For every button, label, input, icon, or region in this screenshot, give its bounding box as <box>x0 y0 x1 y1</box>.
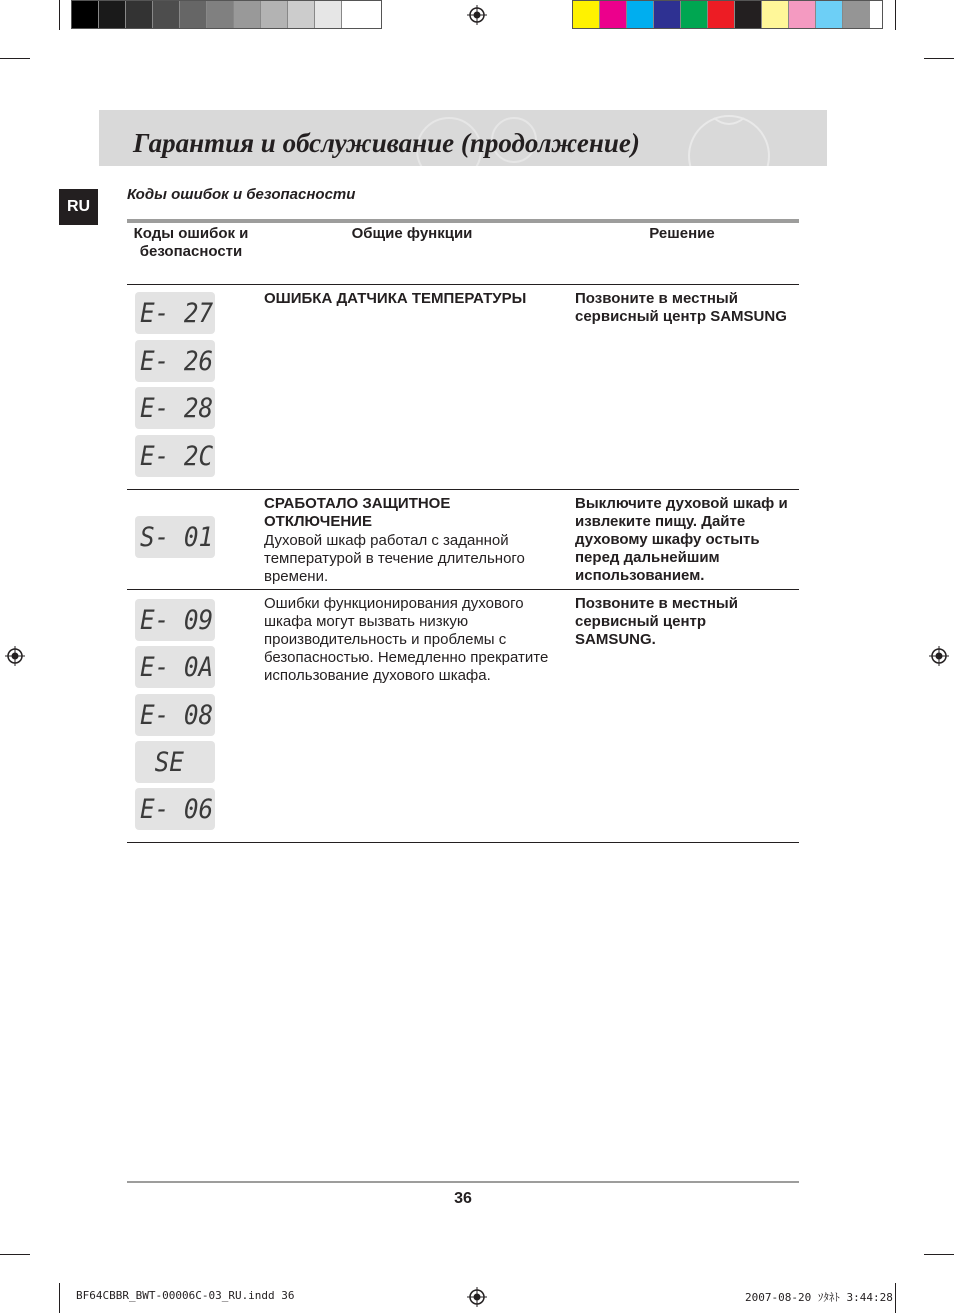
crop-mark <box>895 0 896 30</box>
registration-mark-icon <box>929 646 949 666</box>
solution-text: Выключите духовой шкаф и извлеките пищу. Дайте духовому шкафу остыть перед дальнейшим использованием. <box>575 495 788 584</box>
color-swatch <box>99 1 126 28</box>
page-header <box>99 110 827 166</box>
error-code-display <box>135 516 215 558</box>
error-code-display <box>135 646 215 688</box>
color-swatch <box>342 1 369 28</box>
function-title: СРАБОТАЛО ЗАЩИТНОЕ ОТКЛЮЧЕНИЕ <box>264 495 451 530</box>
table-row <box>127 590 799 842</box>
footer-rule <box>127 1181 799 1183</box>
error-code: E- 28 <box>140 392 214 424</box>
color-swatch <box>654 1 681 28</box>
color-swatch <box>261 1 288 28</box>
section-title: Коды ошибок и безопасности <box>127 186 356 203</box>
crop-mark <box>0 58 30 59</box>
color-swatch <box>816 1 843 28</box>
error-code: E- 08 <box>140 699 214 731</box>
error-code: E- 2C <box>140 440 214 472</box>
table-row <box>127 285 799 489</box>
color-swatch <box>762 1 789 28</box>
language-tab: RU <box>59 189 98 225</box>
column-header-functions: Общие функции <box>351 225 473 242</box>
table-bottom-rule <box>127 842 799 843</box>
registration-mark-icon <box>467 1287 487 1307</box>
error-code-display <box>135 292 215 334</box>
color-swatch <box>843 1 870 28</box>
solution-text: Позвоните в местный сервисный центр SAMSUNG. <box>575 595 738 648</box>
column-header-solution: Решение <box>649 225 715 242</box>
color-swatch <box>600 1 627 28</box>
slug-date: 2007-08-20 ｿﾀﾈﾄ 3:44:28 <box>745 1291 893 1304</box>
error-code: E- 26 <box>140 345 214 377</box>
tomato-watermark-icon <box>679 110 827 166</box>
error-code: E- 0A <box>140 651 214 683</box>
grayscale-swatch-bar <box>71 0 382 29</box>
error-code-display <box>135 788 215 830</box>
color-swatch <box>72 1 99 28</box>
color-swatch <box>153 1 180 28</box>
table-row <box>127 490 799 589</box>
function-title: ОШИБКА ДАТЧИКА ТЕМПЕРАТУРЫ <box>264 290 527 307</box>
table-top-rule <box>127 219 799 223</box>
page-number: 36 <box>454 1190 472 1207</box>
color-swatch <box>207 1 234 28</box>
error-code-display <box>135 694 215 736</box>
crop-mark <box>0 1254 30 1255</box>
color-swatch <box>126 1 153 28</box>
error-code-display <box>135 435 215 477</box>
color-swatch <box>573 1 600 28</box>
crop-mark <box>924 58 954 59</box>
error-code-display <box>135 741 215 783</box>
crop-mark <box>895 1283 896 1313</box>
page-title: Гарантия и обслуживание (продолжение) <box>133 128 640 158</box>
error-code-display <box>135 387 215 429</box>
registration-mark-icon <box>5 646 25 666</box>
error-code-display <box>135 340 215 382</box>
solution-text: Позвоните в местный сервисный центр SAMSUNG <box>575 290 787 325</box>
crop-mark <box>59 1283 60 1313</box>
color-swatch <box>735 1 762 28</box>
registration-mark-icon <box>467 5 487 25</box>
color-swatch <box>288 1 315 28</box>
error-code: E- 27 <box>140 297 214 329</box>
crop-mark <box>924 1254 954 1255</box>
color-swatch <box>315 1 342 28</box>
slug-file-name: BF64CBBR_BWT-00006C-03_RU.indd 36 <box>76 1289 295 1302</box>
color-swatch-bar <box>572 0 883 29</box>
function-description: Духовой шкаф работал с заданной температурой в течение длительного времени. <box>264 532 525 585</box>
error-code: E- 09 <box>140 604 214 636</box>
color-swatch <box>708 1 735 28</box>
color-swatch <box>234 1 261 28</box>
error-code: E- 06 <box>140 793 214 825</box>
error-code: SE <box>140 746 199 778</box>
color-swatch <box>789 1 816 28</box>
crop-mark <box>59 0 60 30</box>
error-code-display <box>135 599 215 641</box>
function-description: Ошибки функционирования духового шкафа могут вызвать низкую производительность и проблемы с безопасностью. Немедленно прекратите использование духового шкафа. <box>264 595 549 684</box>
color-swatch <box>180 1 207 28</box>
error-code: S- 01 <box>140 521 214 553</box>
color-swatch <box>681 1 708 28</box>
color-swatch <box>627 1 654 28</box>
column-header-codes: Коды ошибок и безопасности <box>133 225 249 260</box>
error-codes-table <box>127 219 799 825</box>
